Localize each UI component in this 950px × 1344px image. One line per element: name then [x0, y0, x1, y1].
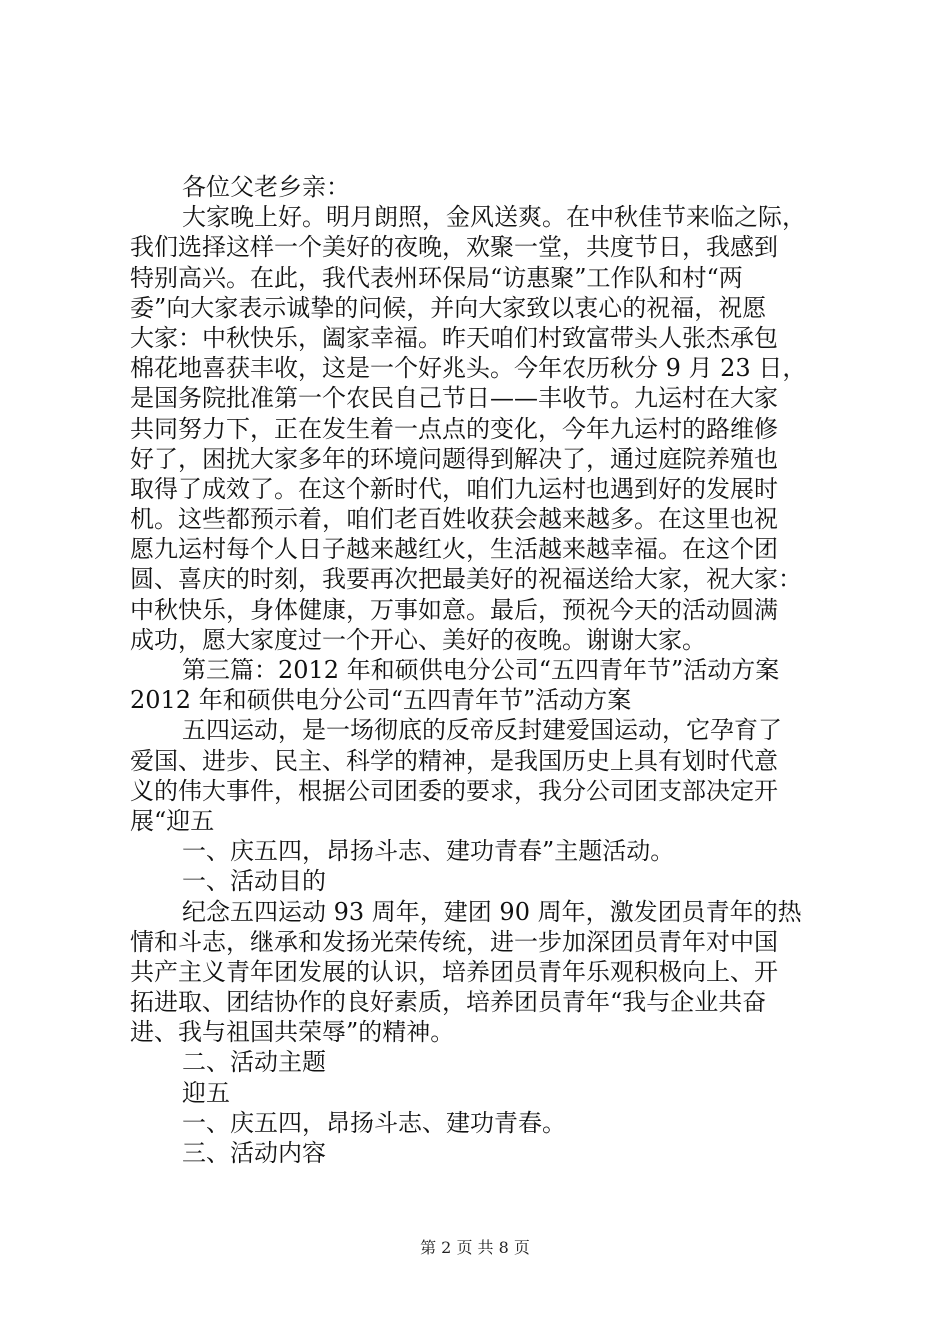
- text-line: 三、活动内容: [182, 1139, 326, 1167]
- document-body: [130, 172, 830, 1168]
- text-line: 情和斗志，继承和发扬光荣传统，进一步加深团员青年对中国: [130, 927, 778, 956]
- text-line: 各位父老乡亲：: [182, 173, 350, 201]
- text-line: 棉花地喜获丰收，这是一个好兆头。今年农历秋分 9 月 23 日，: [130, 354, 807, 383]
- text-line: 特别高兴。在此，我代表州环保局“访惠聚”工作队和村“两: [130, 263, 743, 292]
- text-line: 一、庆五四，昂扬斗志、建功青春”主题活动。: [182, 837, 675, 866]
- text-line: 五四运动，是一场彻底的反帝反封建爱国运动，它孕育了: [182, 716, 782, 745]
- text-line: 中秋快乐，身体健康，万事如意。最后，预祝今天的活动圆满: [130, 595, 778, 624]
- text-line: 展“迎五: [130, 806, 215, 835]
- text-line: 纪念五四运动 93 周年，建团 90 周年，激发团员青年的热: [182, 897, 802, 926]
- text-line: 二、活动主题: [182, 1048, 326, 1077]
- text-line: 第三篇：2012 年和硕供电分公司“五四青年节”活动方案: [182, 656, 780, 684]
- text-line: 愿九运村每个人日子越来越红火，生活越来越幸福。在这个团: [130, 535, 778, 564]
- text-line: 共同努力下，正在发生着一点点的变化，今年九运村的路维修: [130, 414, 778, 443]
- text-line: 取得了成效了。在这个新时代，咱们九运村也遇到好的发展时: [130, 474, 778, 503]
- text-line: 进、我与祖国共荣辱”的精神。: [130, 1018, 455, 1047]
- text-line: 大家晚上好。明月朗照，金风送爽。在中秋佳节来临之际，: [182, 203, 806, 232]
- text-line: 2012 年和硕供电分公司“五四青年节”活动方案: [130, 686, 632, 715]
- text-line: 是国务院批准第一个农民自己节日——丰收节。九运村在大家: [130, 384, 778, 413]
- text-line: 大家：中秋快乐，阖家幸福。昨天咱们村致富带头人张杰承包: [130, 323, 778, 352]
- text-line: 成功，愿大家度过一个开心、美好的夜晚。谢谢大家。: [130, 625, 706, 654]
- text-line: 圆、喜庆的时刻，我要再次把最美好的祝福送给大家，祝大家：: [130, 565, 802, 594]
- text-line: 拓进取、团结协作的良好素质，培养团员青年“我与企业共奋: [130, 988, 767, 1017]
- text-line: 好了，困扰大家多年的环境问题得到解决了，通过庭院养殖也: [130, 444, 778, 473]
- text-line: 我们选择这样一个美好的夜晚，欢聚一堂，共度节日，我感到: [130, 233, 778, 262]
- text-line: 机。这些都预示着，咱们老百姓收获会越来越多。在这里也祝: [130, 505, 778, 534]
- text-line: 一、活动目的: [182, 867, 326, 896]
- text-line: 迎五: [182, 1078, 230, 1107]
- text-line: 委”向大家表示诚挚的问候，并向大家致以衷心的祝福，祝愿: [130, 293, 767, 322]
- page-footer: 第 2 页 共 8 页: [420, 1238, 530, 1257]
- text-line: 一、庆五四，昂扬斗志、建功青春。: [182, 1108, 566, 1137]
- text-line: 义的伟大事件，根据公司团委的要求，我分公司团支部决定开: [130, 776, 778, 805]
- text-line: 共产主义青年团发展的认识，培养团员青年乐观积极向上、开: [130, 957, 778, 986]
- text-line: 爱国、进步、民主、科学的精神，是我国历史上具有划时代意: [130, 746, 778, 775]
